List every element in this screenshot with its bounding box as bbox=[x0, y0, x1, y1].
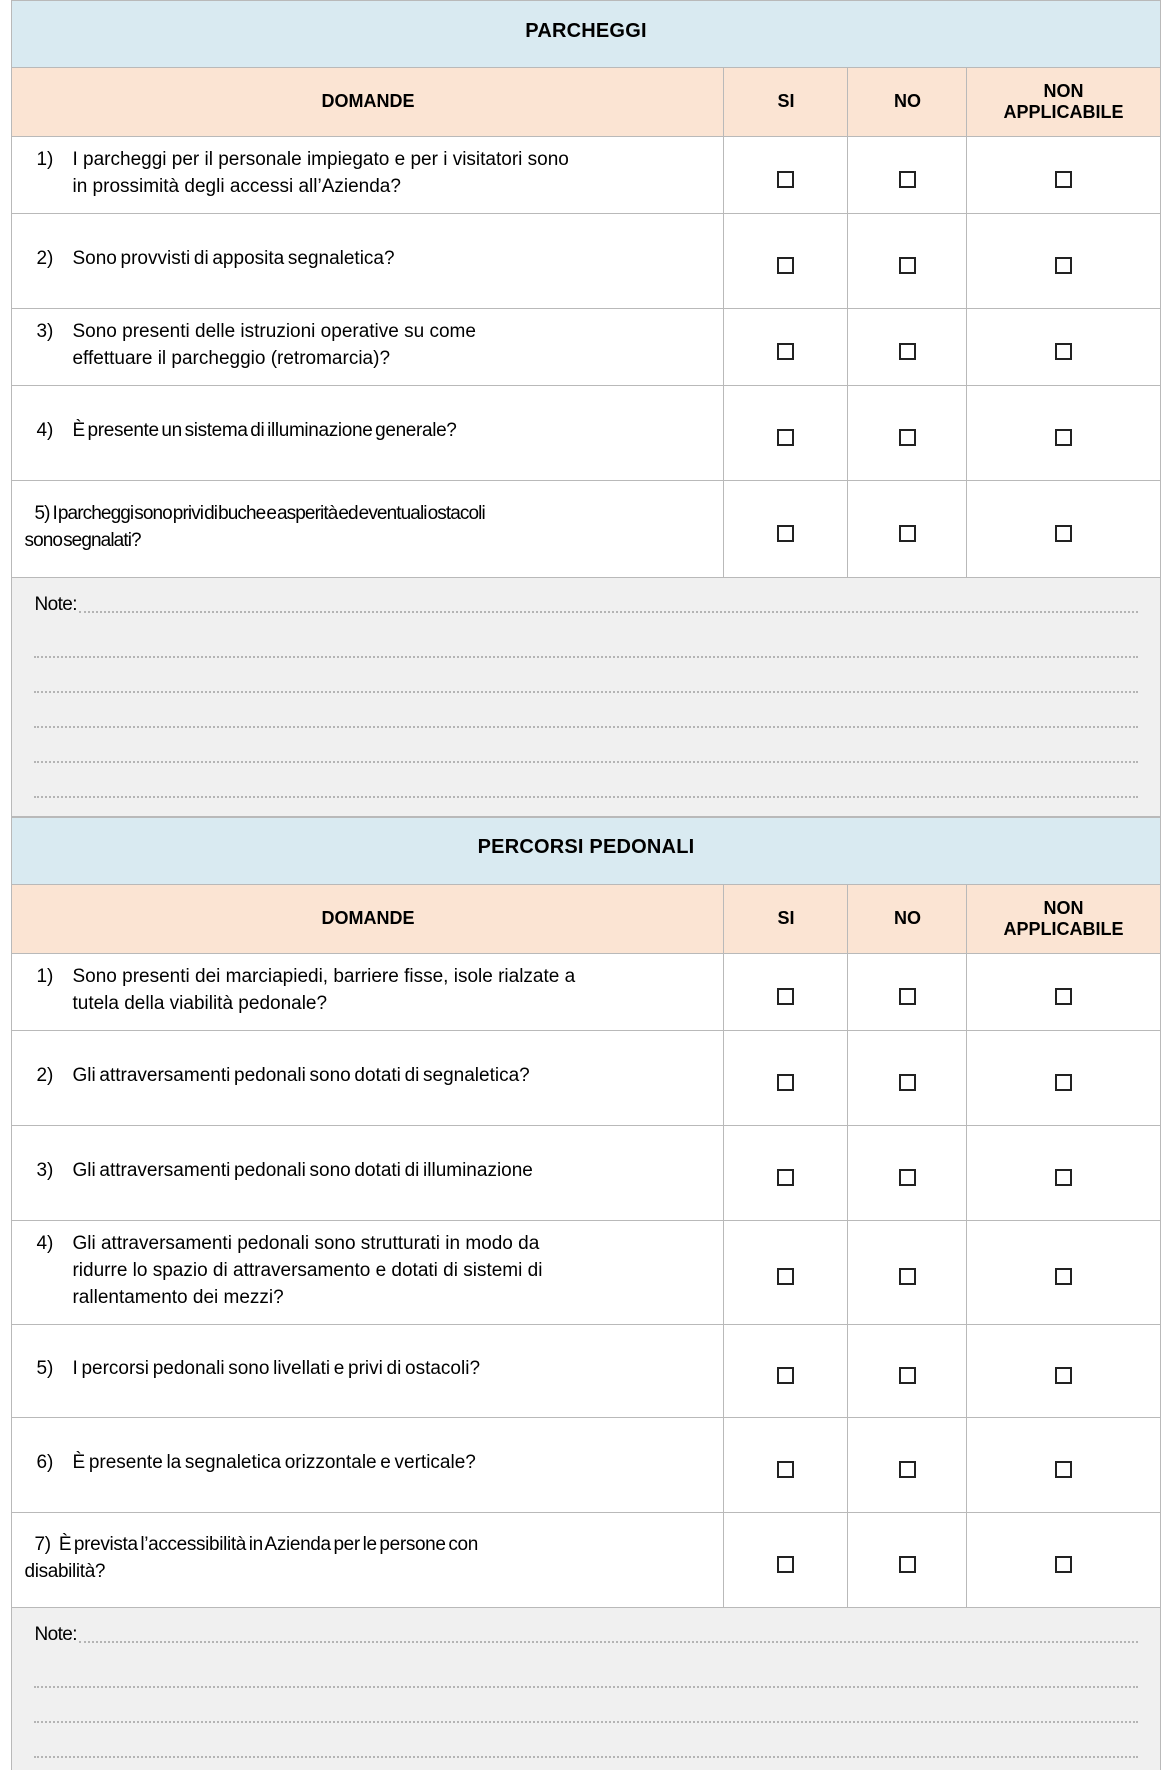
question-row bbox=[12, 137, 1160, 214]
checkbox-icon[interactable] bbox=[899, 257, 916, 274]
question-line: Sono presenti dei marciapiedi, barriere fisse, isole rialzate a bbox=[72, 965, 576, 987]
question-line: È prevista l’accessibilità in Azienda per le persone con bbox=[58, 1533, 478, 1555]
question-cell bbox=[12, 213, 724, 308]
question-row bbox=[12, 1030, 1160, 1125]
question-line: I parcheggi per il personale impiegato e per i visitatori sono bbox=[72, 149, 569, 170]
notes-dotted-line-row[interactable] bbox=[34, 728, 1137, 763]
column-header-non-applicabile bbox=[967, 884, 1160, 953]
question-number: 2) bbox=[36, 248, 54, 270]
answer-cell-si[interactable] bbox=[724, 1030, 848, 1125]
answer-cell-non-applicabile[interactable] bbox=[967, 1125, 1160, 1220]
question-line: tutela della viabilità pedonale? bbox=[72, 992, 328, 1014]
question-row bbox=[12, 1417, 1160, 1512]
question-row bbox=[12, 385, 1160, 480]
question-number: 4) bbox=[36, 1232, 54, 1254]
notes-label: Note: bbox=[34, 1623, 77, 1645]
checkbox-icon[interactable] bbox=[777, 1367, 794, 1384]
answer-cell-non-applicabile[interactable] bbox=[967, 1417, 1160, 1512]
answer-cell-non-applicabile[interactable] bbox=[967, 385, 1160, 480]
answer-cell-si[interactable] bbox=[724, 1324, 848, 1417]
checkbox-icon[interactable] bbox=[777, 1268, 794, 1285]
question-text: È presente la segnaletica orizzontale e verticale? bbox=[72, 1452, 476, 1474]
notes-dotted-line[interactable] bbox=[34, 642, 1137, 658]
checkbox-icon[interactable] bbox=[899, 171, 916, 188]
question-text bbox=[24, 1532, 717, 1586]
checkbox-icon[interactable] bbox=[1055, 525, 1072, 542]
question-number: 7) bbox=[34, 1533, 51, 1555]
question-row bbox=[12, 1324, 1160, 1417]
question-number: 1) bbox=[36, 149, 54, 170]
notes-area[interactable] bbox=[12, 578, 1159, 816]
notes-row bbox=[12, 1607, 1160, 1770]
section-percorsi-pedonali bbox=[11, 817, 1160, 1770]
checkbox-icon[interactable] bbox=[1055, 988, 1072, 1005]
question-line: I parcheggi sono privi di buche e asperità ed eventuali ostacoli bbox=[52, 502, 485, 524]
answer-cell-no[interactable] bbox=[848, 1512, 967, 1607]
column-header-domande: DOMANDE bbox=[12, 884, 724, 953]
checkbox-icon[interactable] bbox=[777, 1169, 794, 1186]
question-cell bbox=[12, 1512, 724, 1607]
checkbox-icon[interactable] bbox=[899, 1556, 916, 1573]
column-header-row bbox=[12, 68, 1160, 137]
answer-cell-non-applicabile[interactable] bbox=[967, 1324, 1160, 1417]
question-line: effettuare il parcheggio (retromarcia)? bbox=[72, 347, 391, 369]
answer-cell-non-applicabile[interactable] bbox=[967, 1030, 1160, 1125]
notes-dotted-line[interactable] bbox=[34, 747, 1137, 763]
question-text bbox=[72, 1231, 711, 1312]
question-row bbox=[12, 1125, 1160, 1220]
question-cell bbox=[12, 1220, 724, 1324]
answer-cell-no[interactable] bbox=[848, 1030, 967, 1125]
question-line: ridurre lo spazio di attraversamento e dotati di sistemi di bbox=[72, 1259, 543, 1281]
checkbox-icon[interactable] bbox=[899, 429, 916, 446]
checkbox-icon[interactable] bbox=[777, 1461, 794, 1478]
checkbox-icon[interactable] bbox=[899, 1367, 916, 1384]
answer-cell-no[interactable] bbox=[848, 1220, 967, 1324]
checkbox-icon[interactable] bbox=[777, 171, 794, 188]
answer-cell-no[interactable] bbox=[848, 953, 967, 1030]
notes-first-line bbox=[34, 1624, 1137, 1647]
question-row bbox=[12, 1220, 1160, 1324]
question-number: 3) bbox=[36, 1160, 54, 1182]
notes-dotted-line[interactable] bbox=[34, 1742, 1137, 1758]
answer-cell-si[interactable] bbox=[724, 213, 848, 308]
checkbox-icon[interactable] bbox=[1055, 1556, 1072, 1573]
question-line: in prossimità degli accessi all’Azienda? bbox=[72, 175, 401, 197]
question-number: 1) bbox=[36, 965, 54, 987]
checkbox-icon[interactable] bbox=[899, 525, 916, 542]
question-line: rallentamento dei mezzi? bbox=[72, 1286, 284, 1308]
notes-first-line bbox=[34, 594, 1137, 617]
question-row bbox=[12, 1512, 1160, 1607]
column-header-row bbox=[12, 884, 1160, 953]
question-number: 6) bbox=[36, 1452, 54, 1474]
question-cell bbox=[12, 308, 724, 385]
column-header-non-applicabile bbox=[967, 68, 1160, 137]
notes-dotted-line-row[interactable] bbox=[34, 693, 1137, 728]
question-cell bbox=[12, 1324, 724, 1417]
question-line: Gli attraversamenti pedonali sono strutturati in modo da bbox=[72, 1232, 540, 1254]
checkbox-icon[interactable] bbox=[777, 1074, 794, 1091]
answer-cell-si[interactable] bbox=[724, 308, 848, 385]
answer-cell-no[interactable] bbox=[848, 1324, 967, 1417]
question-cell bbox=[12, 385, 724, 480]
notes-dotted-line[interactable] bbox=[34, 1707, 1137, 1723]
question-row bbox=[12, 480, 1160, 577]
notes-dotted-line-row[interactable] bbox=[34, 623, 1137, 658]
checkbox-icon[interactable] bbox=[1055, 1367, 1072, 1384]
answer-cell-si[interactable] bbox=[724, 1512, 848, 1607]
question-text: Gli attraversamenti pedonali sono dotati di illuminazione bbox=[72, 1160, 533, 1182]
notes-dotted-line-row[interactable] bbox=[34, 763, 1137, 798]
question-number: 5) bbox=[36, 1358, 54, 1380]
answer-cell-non-applicabile[interactable] bbox=[967, 1220, 1160, 1324]
answer-cell-no[interactable] bbox=[848, 213, 967, 308]
answer-cell-si[interactable] bbox=[724, 137, 848, 214]
column-header-si: SI bbox=[724, 884, 848, 953]
question-text: Gli attraversamenti pedonali sono dotati di segnaletica? bbox=[72, 1065, 530, 1087]
column-header-no: NO bbox=[848, 68, 967, 137]
question-line: disabilità? bbox=[24, 1560, 106, 1582]
checkbox-icon[interactable] bbox=[899, 1268, 916, 1285]
answer-cell-si[interactable] bbox=[724, 953, 848, 1030]
answer-cell-non-applicabile[interactable] bbox=[967, 308, 1160, 385]
notes-cell[interactable] bbox=[12, 1607, 1160, 1770]
question-text: È presente un sistema di illuminazione generale? bbox=[72, 420, 457, 442]
answer-cell-no[interactable] bbox=[848, 480, 967, 577]
question-text: Sono provvisti di apposita segnaletica? bbox=[72, 248, 395, 270]
question-cell bbox=[12, 953, 724, 1030]
checkbox-icon[interactable] bbox=[899, 1461, 916, 1478]
answer-cell-si[interactable] bbox=[724, 480, 848, 577]
section-title-row bbox=[12, 1, 1160, 68]
checkbox-icon[interactable] bbox=[1055, 1461, 1072, 1478]
answer-cell-no[interactable] bbox=[848, 137, 967, 214]
column-header-si: SI bbox=[724, 68, 848, 137]
checkbox-icon[interactable] bbox=[1055, 1268, 1072, 1285]
question-number: 2) bbox=[36, 1065, 54, 1087]
notes-dotted-line[interactable] bbox=[34, 677, 1137, 693]
section-title: PERCORSI PEDONALI bbox=[12, 817, 1160, 884]
checkbox-icon[interactable] bbox=[899, 988, 916, 1005]
question-cell bbox=[12, 1030, 724, 1125]
notes-area[interactable] bbox=[12, 1608, 1159, 1770]
column-header-non-applicabile-line2: APPLICABILE bbox=[1003, 102, 1124, 122]
column-header-non-applicabile-line2: APPLICABILE bbox=[1003, 918, 1124, 939]
question-cell bbox=[12, 1125, 724, 1220]
notes-dotted-line[interactable] bbox=[79, 597, 1138, 613]
question-line: Sono presenti delle istruzioni operative su come bbox=[72, 320, 476, 342]
notes-dotted-line[interactable] bbox=[79, 1627, 1138, 1643]
notes-label: Note: bbox=[34, 593, 77, 615]
notes-dotted-line-row[interactable] bbox=[34, 1653, 1137, 1688]
checkbox-icon[interactable] bbox=[777, 1556, 794, 1573]
question-cell bbox=[12, 1417, 724, 1512]
question-row bbox=[12, 308, 1160, 385]
checkbox-icon[interactable] bbox=[1055, 257, 1072, 274]
checkbox-icon[interactable] bbox=[1055, 1169, 1072, 1186]
notes-dotted-line-row[interactable] bbox=[34, 1688, 1137, 1723]
question-number: 4) bbox=[36, 420, 54, 442]
column-header-non-applicabile-line1: NON bbox=[1043, 897, 1084, 918]
answer-cell-non-applicabile[interactable] bbox=[967, 480, 1160, 577]
question-number: 5) bbox=[34, 502, 50, 524]
notes-dotted-line[interactable] bbox=[34, 1672, 1137, 1688]
checkbox-icon[interactable] bbox=[1055, 343, 1072, 360]
question-line: sono segnalati? bbox=[24, 529, 141, 551]
answer-cell-no[interactable] bbox=[848, 1417, 967, 1512]
answer-cell-no[interactable] bbox=[848, 385, 967, 480]
question-cell bbox=[12, 137, 724, 214]
section-title-row bbox=[12, 817, 1160, 884]
answer-cell-si[interactable] bbox=[724, 1417, 848, 1512]
answer-cell-non-applicabile[interactable] bbox=[967, 213, 1160, 308]
notes-dotted-line[interactable] bbox=[34, 782, 1137, 798]
checkbox-icon[interactable] bbox=[1055, 171, 1072, 188]
checkbox-icon[interactable] bbox=[1055, 1074, 1072, 1091]
column-header-domande: DOMANDE bbox=[12, 68, 724, 137]
section-parcheggi bbox=[11, 0, 1160, 817]
question-number: 3) bbox=[36, 320, 54, 342]
answer-cell-non-applicabile[interactable] bbox=[967, 1512, 1160, 1607]
notes-dotted-line-row[interactable] bbox=[34, 658, 1137, 693]
question-cell bbox=[12, 480, 724, 577]
checkbox-icon[interactable] bbox=[777, 257, 794, 274]
section-title: PARCHEGGI bbox=[12, 1, 1160, 68]
notes-cell[interactable] bbox=[12, 577, 1160, 816]
answer-cell-no[interactable] bbox=[848, 1125, 967, 1220]
question-text: I percorsi pedonali sono livellati e privi di ostacoli? bbox=[72, 1358, 481, 1380]
checkbox-icon[interactable] bbox=[777, 525, 794, 542]
checkbox-icon[interactable] bbox=[1055, 429, 1072, 446]
checkbox-icon[interactable] bbox=[899, 1074, 916, 1091]
checkbox-icon[interactable] bbox=[777, 343, 794, 360]
question-text bbox=[24, 501, 717, 555]
answer-cell-si[interactable] bbox=[724, 385, 848, 480]
answer-cell-si[interactable] bbox=[724, 1125, 848, 1220]
column-header-no: NO bbox=[848, 884, 967, 953]
notes-dotted-line-row[interactable] bbox=[34, 1723, 1137, 1758]
answer-cell-no[interactable] bbox=[848, 308, 967, 385]
checkbox-icon[interactable] bbox=[777, 429, 794, 446]
answer-cell-non-applicabile[interactable] bbox=[967, 953, 1160, 1030]
notes-dotted-line-row[interactable] bbox=[34, 1758, 1137, 1770]
answer-cell-si[interactable] bbox=[724, 1220, 848, 1324]
question-text bbox=[72, 147, 711, 201]
question-text bbox=[72, 964, 711, 1018]
notes-dotted-line[interactable] bbox=[34, 712, 1137, 728]
checkbox-icon[interactable] bbox=[777, 988, 794, 1005]
question-text bbox=[72, 319, 711, 373]
checkbox-icon[interactable] bbox=[899, 343, 916, 360]
column-header-non-applicabile-line1: NON bbox=[1043, 80, 1084, 101]
answer-cell-non-applicabile[interactable] bbox=[967, 137, 1160, 214]
question-row bbox=[12, 213, 1160, 308]
checkbox-icon[interactable] bbox=[899, 1169, 916, 1186]
notes-row bbox=[12, 577, 1160, 816]
question-row bbox=[12, 953, 1160, 1030]
